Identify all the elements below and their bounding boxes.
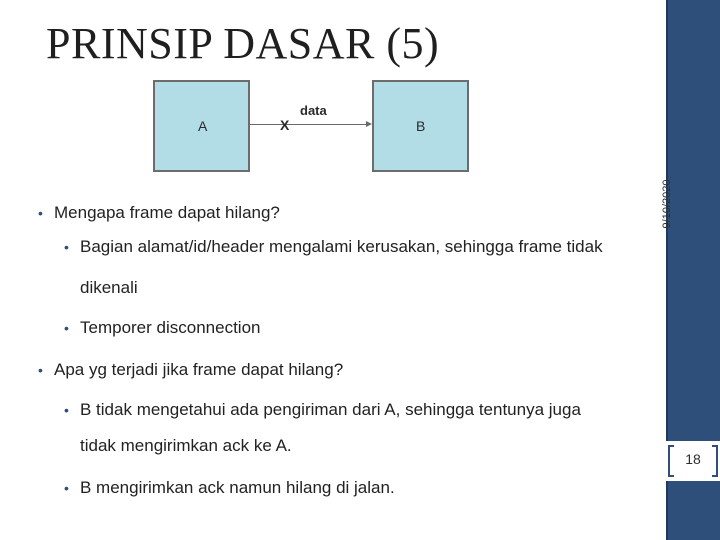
bullet-text: Bagian alamat/id/header mengalami kerusakan, sehingga frame tidak — [80, 237, 603, 256]
page-number-box — [666, 441, 720, 481]
bullet-level2 — [64, 318, 260, 338]
right-bracket-icon — [712, 445, 718, 477]
bullet-text: Temporer disconnection — [80, 318, 261, 337]
bullet-level2 — [64, 478, 395, 498]
node-a-label: A — [198, 118, 208, 134]
loss-x-mark: X — [280, 117, 290, 133]
bullet-icon: • — [64, 239, 69, 255]
bullet-text: Apa yg terjadi jika frame dapat hilang? — [54, 360, 344, 379]
bullet-icon: • — [64, 320, 69, 336]
node-b-label: B — [416, 118, 426, 134]
arrow-label: data — [300, 103, 327, 118]
node-a-box — [153, 80, 250, 172]
bullet-icon: • — [64, 402, 69, 418]
bullet-icon: • — [38, 362, 43, 378]
bullet-text: B mengirimkan ack namun hilang di jalan. — [80, 478, 395, 497]
bullet-level1 — [38, 203, 280, 223]
bullet-icon: • — [38, 205, 43, 221]
bullet-continuation: dikenali — [80, 278, 138, 297]
bullet-level1 — [38, 360, 343, 380]
bullet-continuation: tidak mengirimkan ack ke A. — [80, 436, 292, 455]
bullet-icon: • — [64, 480, 69, 496]
bullet-level2 — [64, 237, 603, 257]
slide-title: PRINSIP DASAR (5) — [46, 19, 440, 68]
bullet-level2 — [64, 400, 581, 420]
bullet-text: B tidak mengetahui ada pengiriman dari A, sehingga tentunya juga — [80, 400, 581, 419]
slide-date: 9/10/2020 — [661, 179, 673, 229]
data-arrow-line — [250, 124, 368, 125]
page-number: 18 — [685, 451, 701, 467]
bullet-text: Mengapa frame dapat hilang? — [54, 203, 280, 222]
node-b-box — [372, 80, 469, 172]
